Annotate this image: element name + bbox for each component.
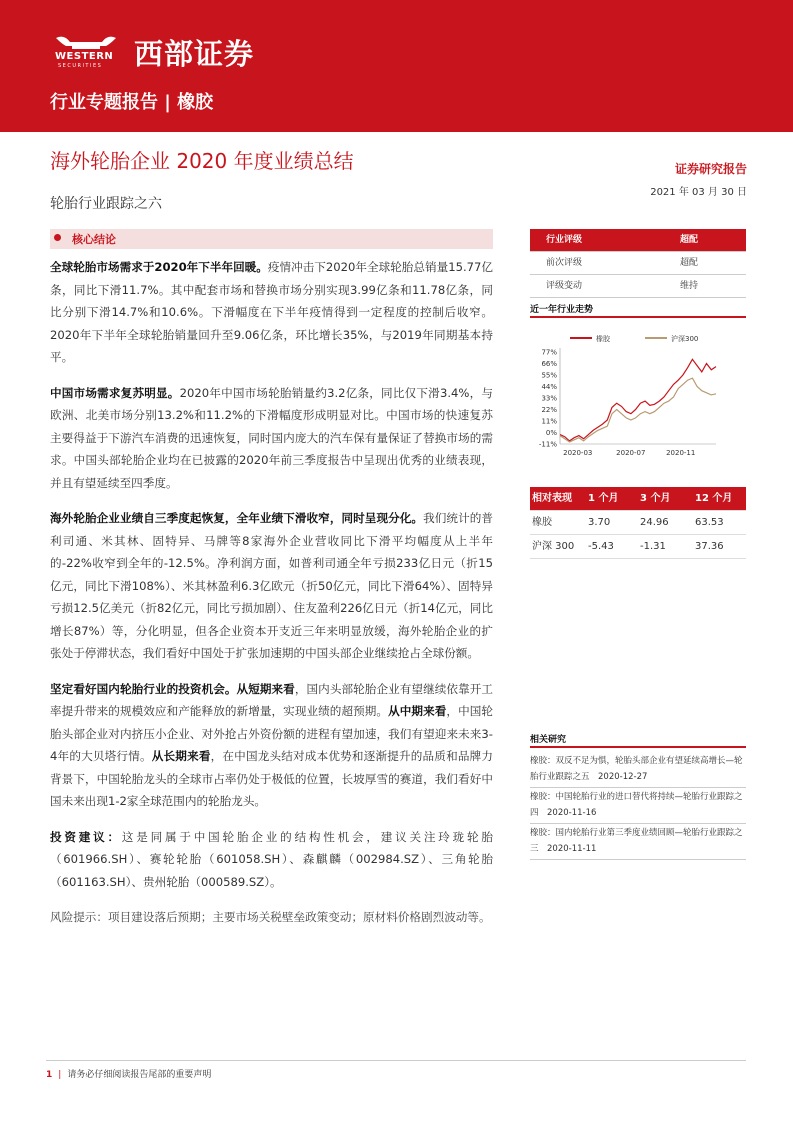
logo-english: WESTERN [55, 51, 114, 62]
list-item[interactable]: 橡胶：国内轮胎行业第三季度业绩回顾—轮胎行业跟踪之三 2020-11-11 [530, 824, 746, 860]
paragraph-lead: 海外轮胎企业业绩自三季度起恢复，全年业绩下滑收窄，同时呈现分化。 [50, 511, 424, 525]
y-tick-label: 11% [541, 417, 557, 426]
risk-warning: 风险提示：项目建设落后预期；主要市场关税壁垒政策变动；原材料价格剧烈波动等。 [50, 910, 491, 924]
footer-disclaimer: 请务必仔细阅读报告尾部的重要声明 [67, 1070, 212, 1080]
paragraph-body: 我们统计的普利司通、米其林、固特异、马牌等8家海外企业营收同比下滑平均幅度从上半年的-22%收窄到全年的-12.5%。净利润方面，如普利司通全年亏损233亿日元（折15亿元，同比下滑108%）、米其林盈利6.3亿欧元（折50亿元，同比下滑64%）、固特异亏损12.5亿美元（折82亿元，同比亏损加剧）、住友盈利226亿日元（折14亿元，同比增长87%）等，分化明显，但各企业资本开支近三年来明显放缓，海外轮胎企业的扩张处于停滞状态，我们看好中国处于扩张加速期的中国头部企业继续抢占全球份额。 [50, 511, 493, 660]
x-tick-label: 2020-07 [616, 449, 646, 457]
x-tick-label: 2020-11 [666, 449, 696, 457]
paragraph-body: ，中国轮胎头部企业对内挤压小企业、对外抢占外资份额的进程有望加速，我们有望迎来未来3-4年的大贝塔行情。 [50, 704, 493, 763]
logo-english-sub: SECURITIES [58, 63, 103, 69]
rating-row [530, 252, 746, 275]
paragraph-body: 2020年中国市场轮胎销量约3.2亿条，同比仅下滑3.4%，与欧洲、北美市场分别13.2%和11.2%的下滑幅度形成明显对比。中国市场的快速复苏主要得益于下游汽车消费的迅速恢复，同时国内庞大的汽车保有量保证了替换市场的需求。中国头部轮胎企业均在已披露的2020年前三季度报告中呈现出优秀的业绩表现，并且有望延续至四季度。 [50, 385, 493, 490]
performance-header-row [530, 487, 746, 511]
y-tick-label: 33% [541, 394, 557, 403]
logo-chinese: 西部证券 [134, 37, 255, 71]
paragraph-investment [50, 678, 493, 813]
report-type: 证券研究报告 [674, 162, 747, 176]
rating-value: 超配 [680, 258, 699, 268]
paragraph-body: 这是同属于中国轮胎企业的结构性机会，建议关注玲珑轮胎（601966.SH）、赛轮轮胎（601058.SH）、森麒麟（002984.SZ）、三角轮胎（601163.SH）、贵州轮胎（000589.SZ）。 [50, 829, 493, 889]
performance-table [530, 487, 746, 559]
table-cell: 63.53 [695, 517, 724, 528]
column-header: 12 个月 [695, 493, 733, 504]
legend-label: 橡胶 [596, 335, 610, 343]
report-subtitle: 轮胎行业跟踪之六 [50, 196, 162, 212]
y-tick-label: 0% [545, 429, 557, 437]
rating-label: 行业评级 [546, 235, 583, 245]
column-header: 3 个月 [640, 493, 671, 504]
y-tick-label: 77% [541, 348, 557, 357]
main-text [50, 256, 493, 942]
paragraph-lead: 全球轮胎市场需求于2020年下半年回暖。 [50, 260, 268, 274]
paragraph-body: 疫情冲击下2020年全球轮胎总销量15.77亿条，同比下滑11.7%。其中配套市场和替换市场分别实现3.99亿条和11.78亿条，同比分别下滑14.7%和10.6%。下滑幅度在下半年疫情得到一定程度的控制后收窄。2020年下半年全球轮胎销量回升至9.06亿条，环比增长35%，与2019年同期基本持平。 [50, 260, 493, 364]
table-cell: 沪深 300 [532, 541, 575, 552]
column-header: 1 个月 [588, 493, 619, 504]
core-conclusion-bar [50, 229, 493, 249]
x-tick-label: 2020-03 [563, 449, 593, 457]
divider [530, 746, 746, 748]
divider [530, 316, 746, 318]
y-tick-label: 66% [541, 360, 557, 368]
paragraph-lead: 从长期来看 [151, 749, 211, 763]
paragraph-lead: 坚定看好国内轮胎行业的投资机会。从短期来看 [50, 681, 295, 696]
series-line-沪深300 [560, 378, 716, 442]
bullet-icon [54, 234, 61, 241]
rating-table [530, 229, 746, 298]
paragraph-overseas [50, 507, 493, 665]
paragraph-body: ，在中国龙头结对成本优势和逐渐提升的品质和品牌力背景下，中国轮胎龙头的全球市占率仍处于极低的位置，长坡厚雪的赛道，我们看好中国未来出现1-2家全球范围内的轮胎龙头。 [50, 749, 493, 808]
y-tick-label: 44% [541, 383, 557, 391]
y-tick-label: 55% [541, 371, 557, 380]
core-conclusion-label: 核心结论 [72, 233, 116, 246]
table-cell: 24.96 [640, 517, 669, 528]
y-tick-label: 22% [541, 406, 557, 414]
legend-label: 沪深300 [671, 335, 699, 343]
rating-value: 超配 [680, 235, 699, 245]
footer-separator: | [58, 1070, 62, 1080]
paragraph-market [50, 256, 493, 369]
list-item[interactable]: 橡胶：中国轮胎行业的进口替代将持续—轮胎行业跟踪之四 2020-11-16 [530, 788, 746, 824]
trend-chart [530, 324, 746, 464]
y-tick-label: -11% [538, 440, 557, 449]
series-line-橡胶 [560, 359, 716, 441]
paragraph-lead: 投资建议： [50, 829, 122, 844]
related-research-title: 相关研究 [530, 735, 567, 745]
rating-value: 维持 [680, 281, 699, 291]
header-banner [0, 0, 793, 132]
column-header: 相对表现 [532, 493, 572, 504]
paragraph-body: ，国内头部轮胎企业有望继续依靠开工率提升带来的规模效应和产能释放的新增量，实现业绩的超预期。 [50, 681, 493, 718]
table-row [530, 535, 746, 559]
page-number: 1 [46, 1070, 53, 1080]
table-cell: -1.31 [640, 541, 666, 552]
table-cell: -5.43 [588, 541, 614, 552]
related-research-list [530, 752, 746, 860]
footer [46, 1067, 211, 1080]
report-title: 海外轮胎企业 2020 年度业绩总结 [50, 149, 354, 173]
table-cell: 37.36 [695, 541, 724, 552]
paragraph-lead: 从中期来看 [388, 704, 447, 718]
rating-row [530, 275, 746, 298]
report-date: 2021 年 03 月 30 日 [650, 187, 747, 198]
rating-label: 评级变动 [546, 281, 583, 291]
footer-divider [46, 1060, 746, 1061]
table-row [530, 511, 746, 535]
table-cell: 橡胶 [532, 517, 552, 528]
list-item[interactable]: 橡胶：双反不足为惧，轮胎头部企业有望延续高增长—轮胎行业跟踪之五 2020-12-27 [530, 752, 746, 788]
rating-row [530, 229, 746, 252]
paragraph-advice [50, 826, 493, 894]
table-cell: 3.70 [588, 517, 611, 528]
chart-title: 近一年行业走势 [530, 305, 594, 315]
rating-label: 前次评级 [546, 258, 583, 268]
sector-line: 行业专题报告 | 橡胶 [50, 92, 214, 113]
paragraph-china [50, 382, 493, 495]
paragraph-lead: 中国市场需求复苏明显。 [50, 385, 180, 400]
